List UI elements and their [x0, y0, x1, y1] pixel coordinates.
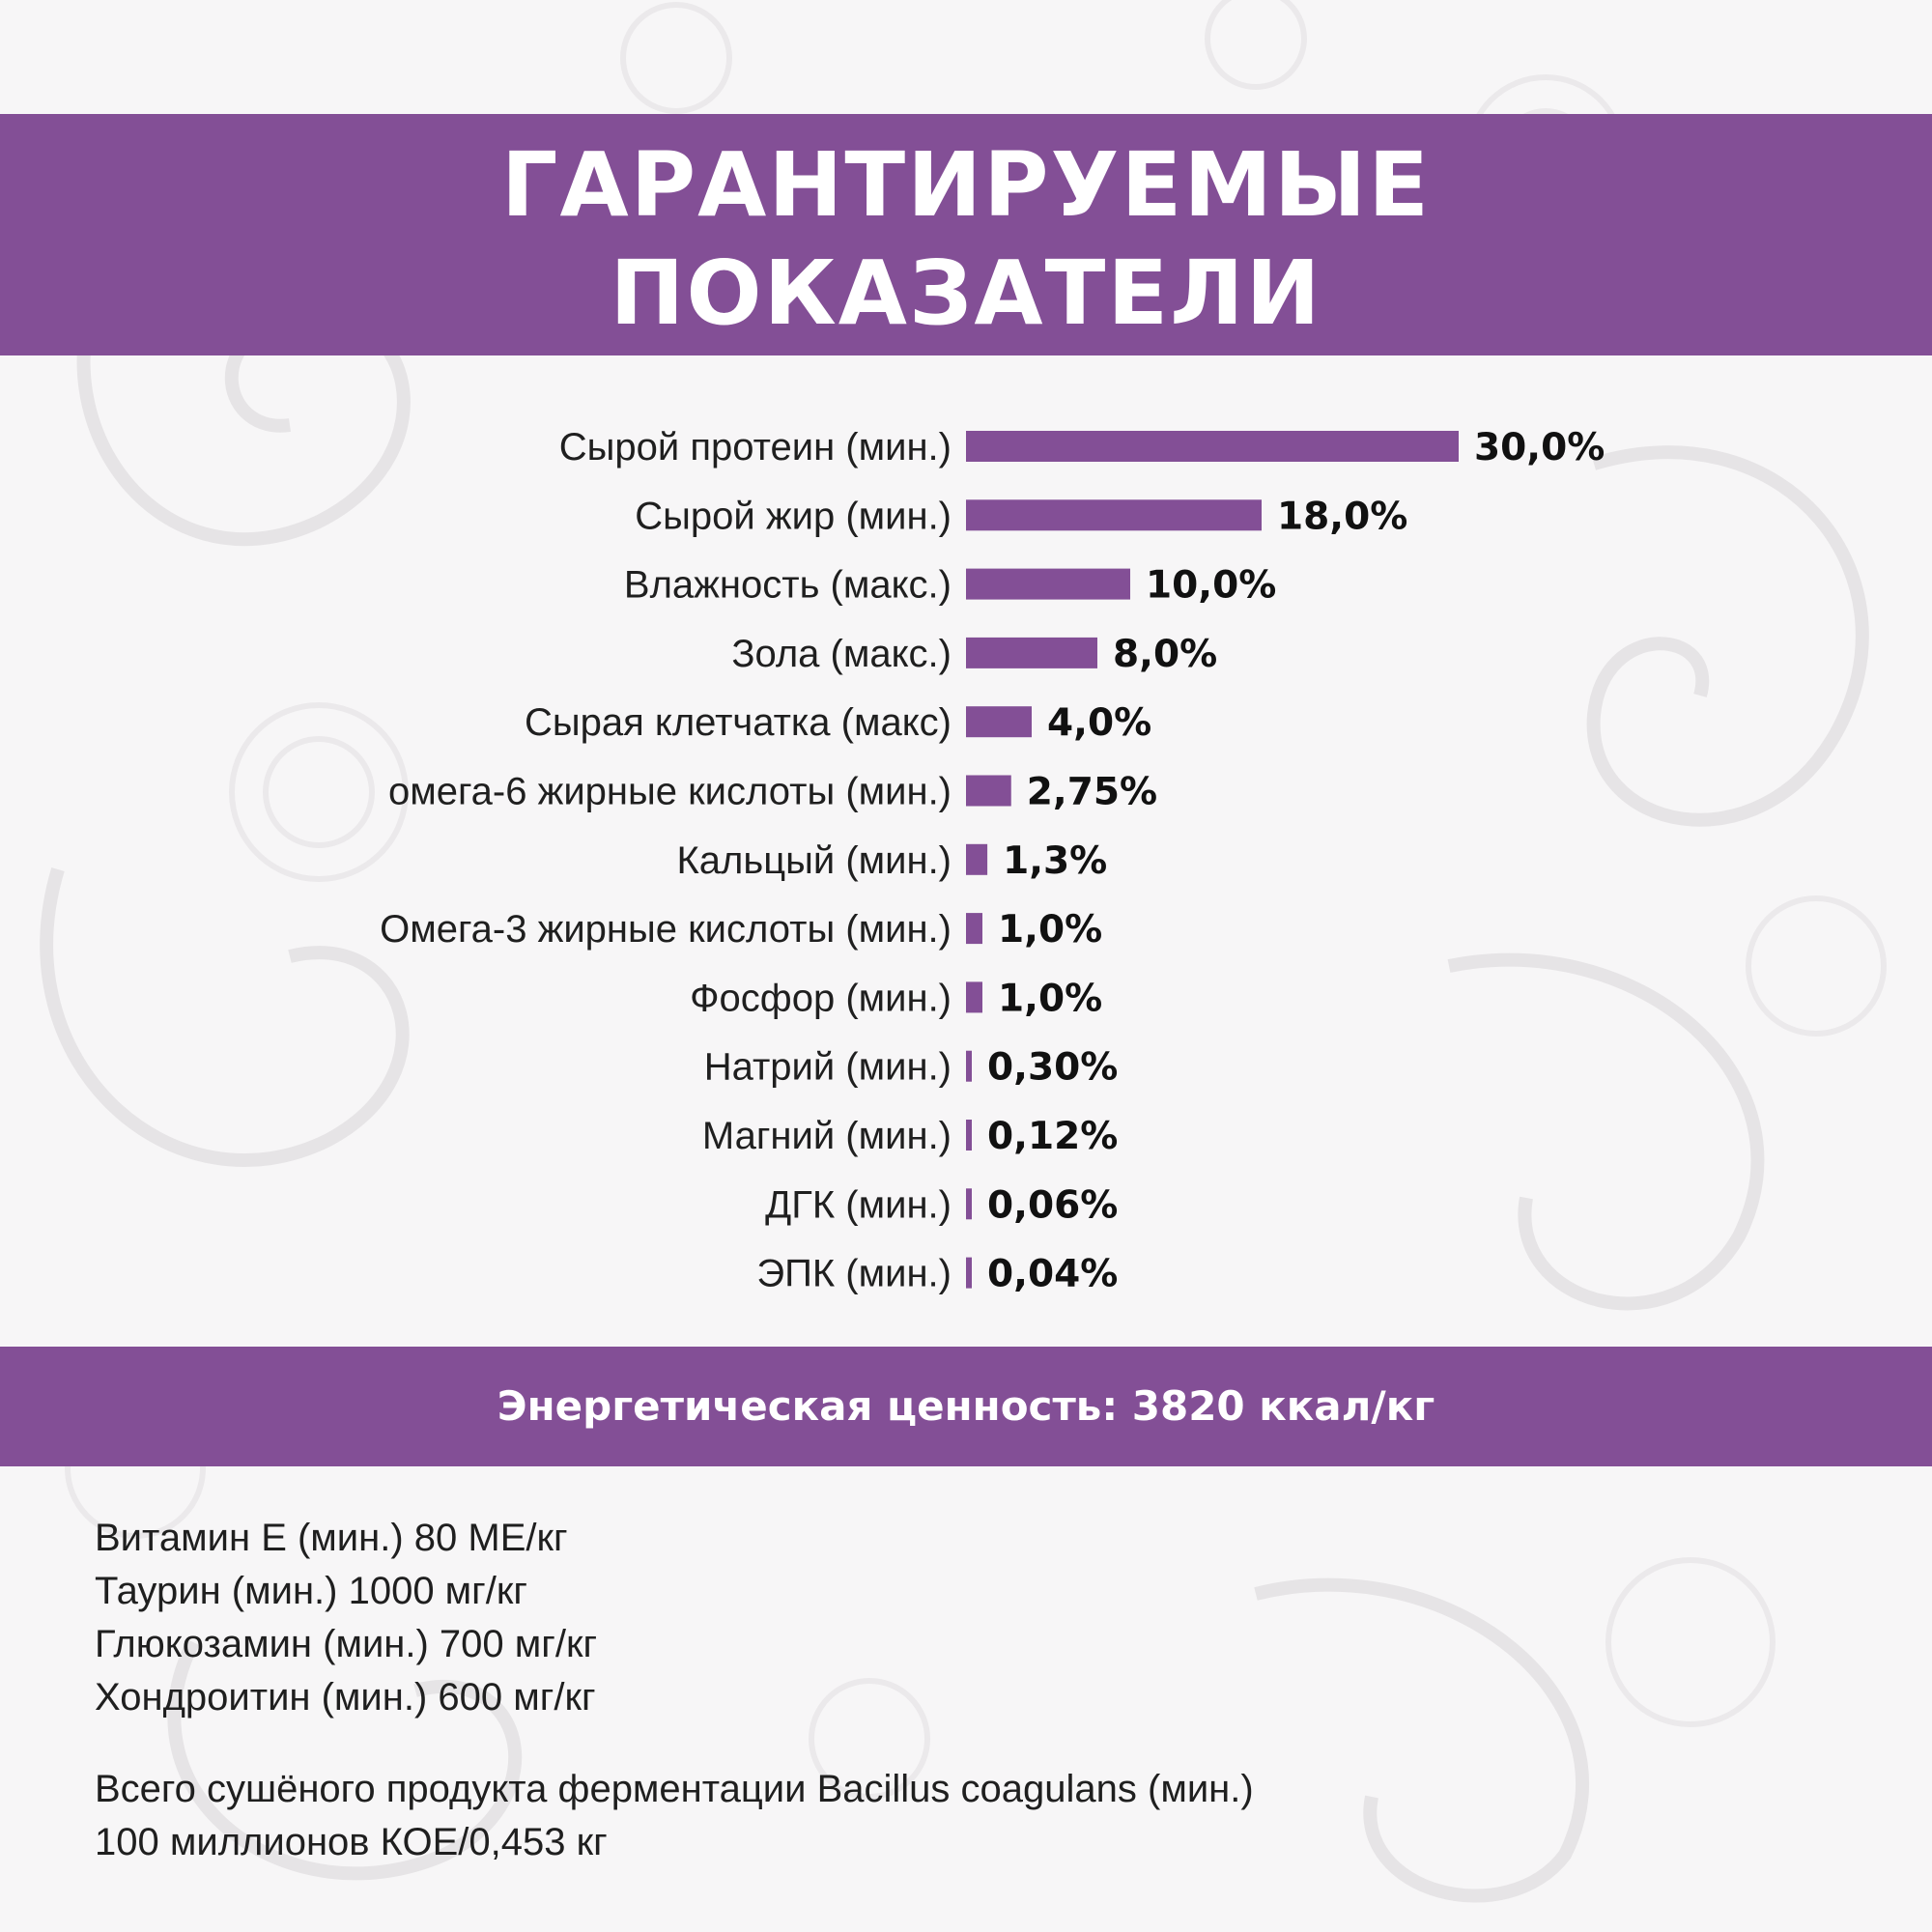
category-label: Влажность (макс.) — [623, 563, 952, 607]
bar-5 — [966, 706, 1032, 737]
energy-banner — [0, 1347, 1932, 1466]
bar-8 — [966, 913, 982, 944]
nutrient-line-vitamin-e: Витамин Е (мин.) 80 МЕ/кг — [95, 1517, 568, 1559]
value-label: 1,0% — [998, 908, 1103, 952]
category-label: Натрий (мин.) — [703, 1045, 952, 1089]
nutrient-line-chondroitin: Хондроитин (мин.) 600 мг/кг — [95, 1676, 596, 1719]
category-label: Сырой жир (мин.) — [635, 495, 952, 538]
page-title-line-1: ГАРАНТИРУЕМЫЕ — [500, 133, 1432, 237]
value-label: 1,0% — [998, 977, 1103, 1021]
bar-9 — [966, 981, 982, 1012]
category-label: Сырой протеин (мин.) — [558, 426, 952, 469]
bar-3 — [966, 569, 1130, 600]
value-label: 4,0% — [1047, 701, 1152, 746]
value-label: 0,12% — [987, 1115, 1119, 1158]
value-label: 2,75% — [1026, 770, 1158, 814]
value-label: 30,0% — [1474, 426, 1605, 469]
category-label: Зола (макс.) — [731, 632, 952, 675]
nutrient-line-glucosamine: Глюкозамин (мин.) 700 мг/кг — [95, 1623, 598, 1665]
energy-value: Энергетическая ценность: 3820 ккал/кг — [497, 1382, 1435, 1430]
bar-7 — [966, 844, 987, 875]
nutrient-list — [95, 1512, 597, 1724]
page-title-line-2: ПОКАЗАТЕЛИ — [610, 242, 1322, 345]
category-label: Сырая клетчатка (макс) — [524, 701, 952, 745]
bar-11 — [966, 1120, 972, 1151]
nutrient-line-taurine: Таурин (мин.) 1000 мг/кг — [95, 1570, 527, 1612]
value-label: 10,0% — [1146, 563, 1277, 608]
category-label: Фосфор (мин.) — [690, 977, 952, 1020]
value-label: 0,30% — [987, 1045, 1119, 1090]
probiotic-note — [95, 1763, 1254, 1869]
bar-12 — [966, 1188, 972, 1219]
category-label: ДГК (мин.) — [765, 1183, 952, 1227]
probiotic-line-1: Всего сушёного продукта ферментации Bacillus coagulans (мин.) — [95, 1768, 1254, 1810]
value-label: 18,0% — [1277, 495, 1408, 539]
value-label: 8,0% — [1113, 632, 1218, 676]
bar-2 — [966, 499, 1262, 530]
category-label: Магний (мин.) — [701, 1115, 952, 1157]
probiotic-line-2: 100 миллионов КОЕ/0,453 кг — [95, 1821, 608, 1863]
bar-6 — [966, 776, 1011, 807]
bar-13 — [966, 1258, 972, 1289]
category-label: Омега-3 жирные кислоты (мин.) — [380, 908, 952, 952]
bar-10 — [966, 1051, 972, 1082]
category-label: Кальцый (мин.) — [676, 838, 952, 882]
value-label: 0,06% — [987, 1183, 1119, 1228]
bar-1 — [966, 431, 1459, 462]
category-label: омега-6 жирные кислоты (мин.) — [387, 770, 952, 813]
value-label: 0,04% — [987, 1252, 1119, 1296]
category-label: ЭПК (мин.) — [756, 1252, 952, 1295]
value-label: 1,3% — [1003, 838, 1108, 883]
bar-4 — [966, 638, 1097, 668]
